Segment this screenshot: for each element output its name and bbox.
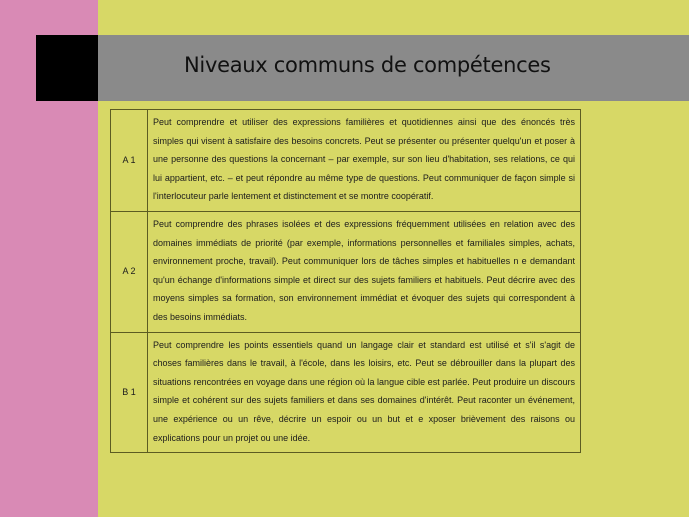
level-code-a1: A 1 <box>111 110 148 212</box>
level-description-a1: Peut comprendre et utiliser des expressions familières et quotidiennes ainsi que des énoncés très simples qui visent à satisfaire des besoins concrets. Peut se présenter ou présenter quelqu'un et poser à une personne des questions la concernant – par exemple, sur son lieu d'habitation, ses relations, ce qui lui appartient, etc. – et peut répondre au même type de questions. Peut communiquer de façon simple si l'interlocuteur parle lentement et distinctement et se montre coopératif. <box>148 110 581 212</box>
level-code-a2: A 2 <box>111 211 148 332</box>
level-code-b1: B 1 <box>111 332 148 453</box>
title-accent-block <box>36 35 98 101</box>
competence-levels-table <box>110 109 581 453</box>
level-description-b1: Peut comprendre les points essentiels quand un langage clair et standard est utilisé et s'il s'agit de choses familières dans le travail, à l'école, dans les loisirs, etc. Peut se débrouiller dans la plupart des situations rencontrées en voyage dans une région où la langue cible est parlée. Peut produire un discours simple et cohérent sur des sujets familiers et dans ses domaines d'intérêt. Peut raconter un événement, une expérience ou un rêve, décrire un espoir ou un but et e xposer brièvement des raisons ou explications pour un projet ou une idée. <box>148 332 581 453</box>
level-description-a2: Peut comprendre des phrases isolées et des expressions fréquemment utilisées en relation avec des domaines immédiats de priorité (par exemple, informations personnelles et familiales simples, achats, environnement proche, travail). Peut communiquer lors de tâches simples et habituelles n e demandant qu'un échange d'informations simple et direct sur des sujets familiers et habituels. Peut décrire avec des moyens simples sa formation, son environnement immédiat et évoquer des sujets qui correspondent à des besoins immédiats. <box>148 211 581 332</box>
slide-title: Niveaux communs de compétences <box>184 53 551 77</box>
table-row-b1 <box>111 332 581 453</box>
table-row-a2 <box>111 211 581 332</box>
table-row-a1 <box>111 110 581 212</box>
